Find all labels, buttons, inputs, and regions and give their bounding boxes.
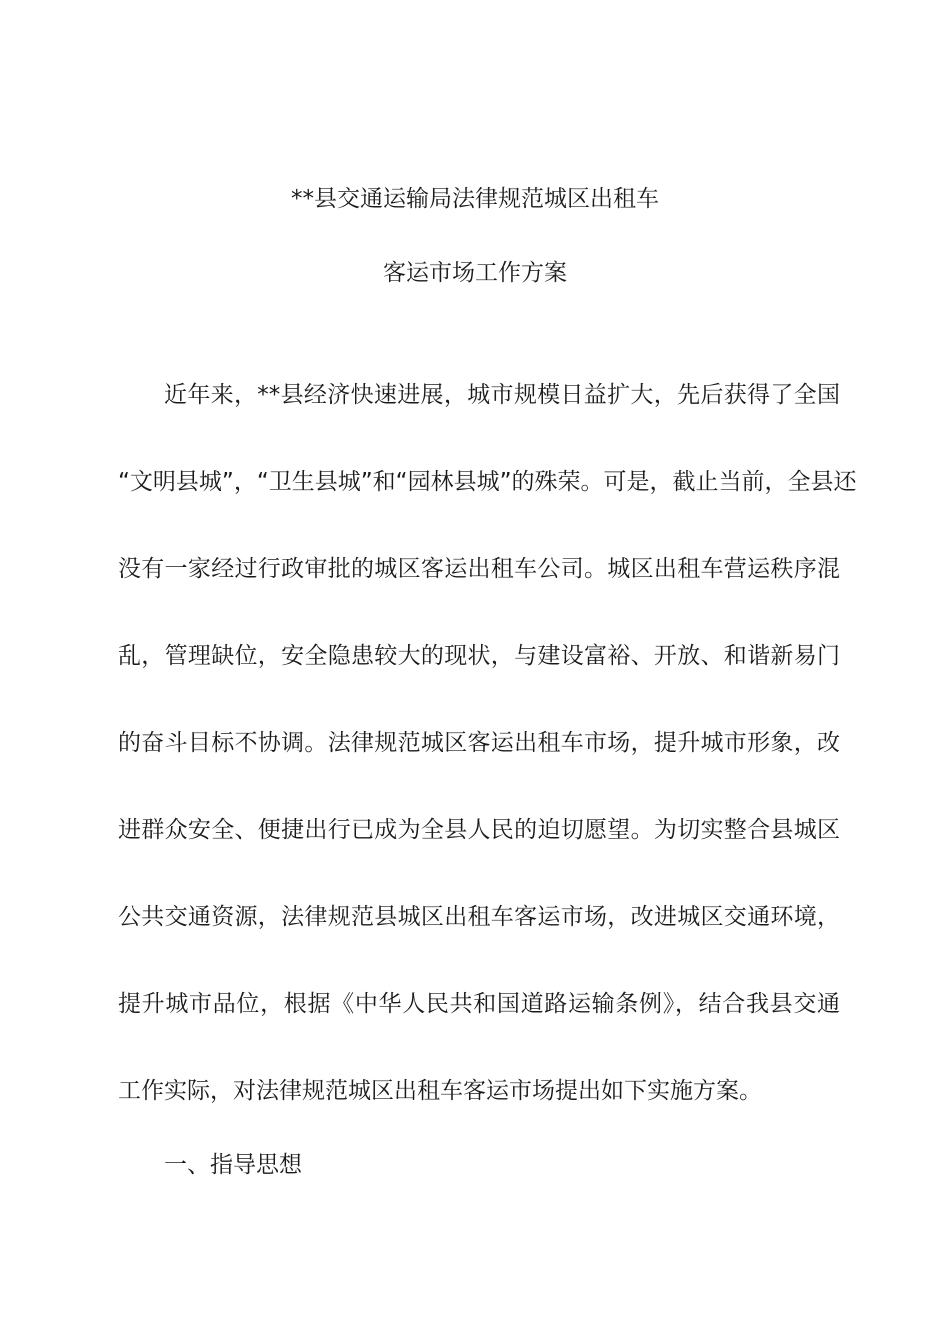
document-title-line-1: **县交通运输局法律规范城区出租车 [291, 186, 659, 212]
paragraph-line: 乱，管理缺位，安全隐患较大的现状，与建设富裕、开放、和谐新易门 [118, 643, 840, 669]
paragraph-line: “文明县城”，“卫生县城”和“园林县城”的殊荣。可是，截止当前，全县还 [118, 469, 857, 495]
section-heading: 一、指导思想 [164, 1152, 302, 1178]
paragraph-line: 公共交通资源，法律规范县城区出租车客运市场，改进城区交通环境， [118, 904, 840, 930]
paragraph-line: 没有一家经过行政审批的城区客运出租车公司。城区出租车营运秩序混 [118, 556, 840, 582]
paragraph-line: 近年来，**县经济快速进展，城市规模日益扩大，先后获得了全国 [164, 382, 840, 408]
paragraph-line: 工作实际，对法律规范城区出租车客运市场提出如下实施方案。 [118, 1078, 762, 1104]
paragraph-line: 提升城市品位，根据《中华人民共和国道路运输条例》，结合我县交通 [118, 991, 840, 1017]
paragraph-line: 的奋斗目标不协调。法律规范城区客运出租车市场，提升城市形象，改 [118, 730, 840, 756]
paragraph-line: 进群众安全、便捷出行已成为全县人民的迫切愿望。为切实整合县城区 [118, 817, 840, 843]
document-title-line-2: 客运市场工作方案 [383, 260, 567, 286]
